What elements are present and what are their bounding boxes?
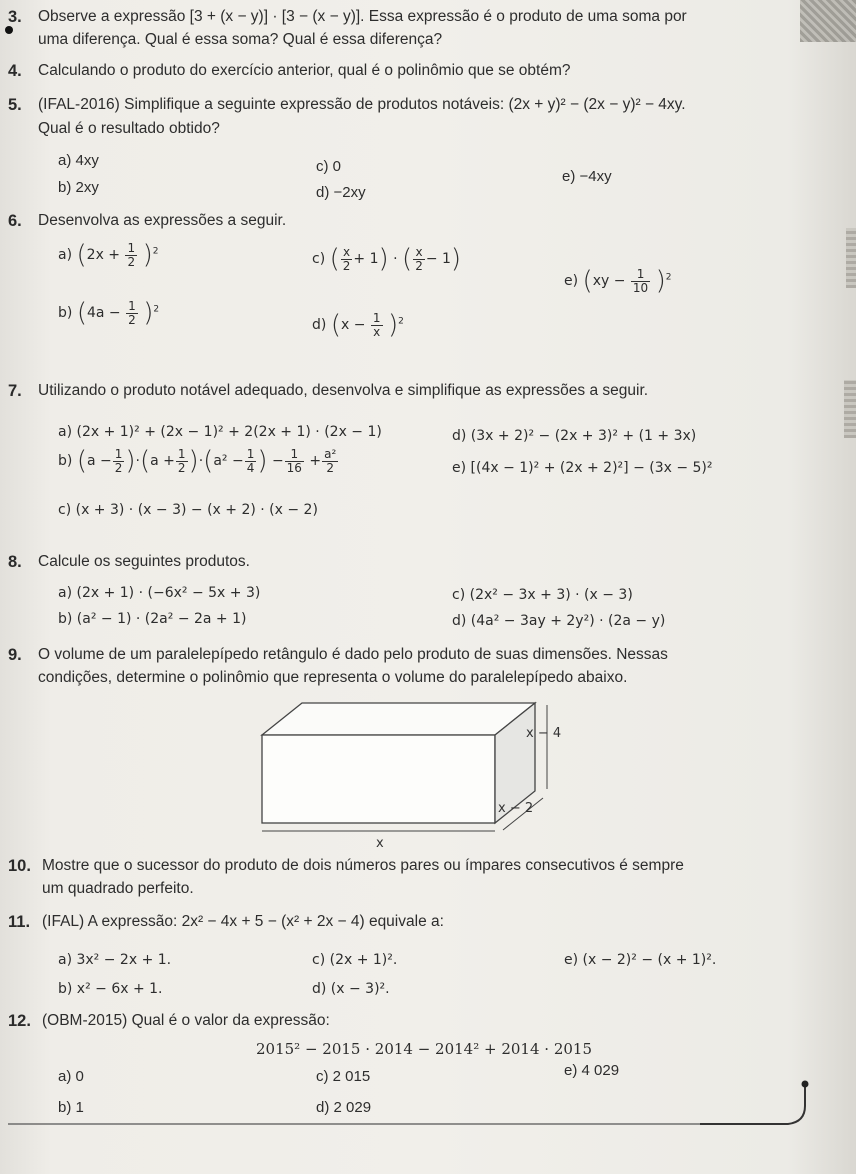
q11-option-e: e) (x − 2)² − (x + 1)². <box>564 952 717 968</box>
width-label: x <box>376 836 384 851</box>
page-bottom-rule <box>0 1120 800 1140</box>
page-decoration <box>846 228 856 288</box>
question-9-number: 9. <box>8 646 22 664</box>
question-10-number: 10. <box>8 857 31 875</box>
page-decoration <box>844 380 856 438</box>
question-4-text: Calculando o produto do exercício anterior, qual é o polinômio que se obtém? <box>38 62 571 79</box>
item-label: c) <box>312 251 326 267</box>
q12-expression: 2015² − 2015 · 2014 − 2014² + 2014 · 2015 <box>256 1040 592 1058</box>
q7-item-a: a) (2x + 1)² + (2x − 1)² + 2(2x + 1) · (2x − 1) <box>58 424 382 440</box>
q6-item-d: d) (x − $\frac{1}{x}$ )$^2$ <box>312 310 404 340</box>
item-label: a) <box>58 247 73 263</box>
question-4-number: 4. <box>8 62 22 80</box>
question-12-number: 12. <box>8 1012 31 1030</box>
question-9-text: O volume de um paralelepípedo retângulo é dado pelo produto de suas dimensões. Nessas <box>38 646 668 663</box>
question-12-text: (OBM-2015) Qual é o valor da expressão: <box>42 1012 330 1029</box>
question-5-number: 5. <box>8 96 22 114</box>
q11-option-d: d) (x − 3)². <box>312 981 390 997</box>
q11-option-a: a) 3x² − 2x + 1. <box>58 952 172 968</box>
q5-option-e: e) −4xy <box>562 168 612 185</box>
question-9-text-line2: condições, determine o polinômio que representa o volume do paralelepípedo abaixo. <box>38 669 628 686</box>
question-8-number: 8. <box>8 553 22 571</box>
q8-item-c: c) (2x² − 3x + 3) · (x − 3) <box>452 587 633 603</box>
q6-item-e: e) (xy − $\frac{1}{10}$ )$^2$ <box>564 266 672 296</box>
q8-item-d: d) (4a² − 3ay + 2y²) · (2a − y) <box>452 613 666 629</box>
q7-item-c: c) (x + 3) · (x − 3) − (x + 2) · (x − 2) <box>58 502 318 518</box>
question-3-text-line2: uma diferença. Qual é essa soma? Qual é essa diferença? <box>38 31 443 48</box>
q7-item-b: b) (a − $\frac{1}{2}$ )·(a + $\frac{1}{2}$ )·(a² − $\frac{1}{4}$ ) − $\frac{1}{16}$ + $\frac{\text{a²}}{2}$ <box>58 446 337 476</box>
bullet-dot <box>5 26 13 34</box>
q11-option-b: b) x² − 6x + 1. <box>58 981 163 997</box>
question-10-text-line2: um quadrado perfeito. <box>42 880 194 897</box>
item-label: e) <box>564 273 579 289</box>
parallelepiped-diagram <box>250 695 580 855</box>
page-decoration <box>800 0 856 42</box>
q6-item-c: c) ( $\frac{x}{2}$ + 1) · ( $\frac{x}{2}$ − 1) <box>312 244 462 274</box>
q12-option-c: c) 2 015 <box>316 1068 371 1085</box>
q7-item-d: d) (3x + 2)² − (2x + 3)² + (1 + 3x) <box>452 428 697 444</box>
q12-option-d: d) 2 029 <box>316 1099 372 1116</box>
q6-item-b: b) (4a − $\frac{1}{2}$ )$^2$ <box>58 298 160 328</box>
question-3-number: 3. <box>8 8 22 26</box>
item-label: b) <box>58 453 73 469</box>
question-7-text: Utilizando o produto notável adequado, desenvolva e simplifique as expressões a seguir. <box>38 382 649 399</box>
q7-item-e: e) [(4x − 1)² + (2x + 2)²] − (3x − 5)² <box>452 460 713 476</box>
q12-option-e: e) 4 029 <box>564 1062 620 1079</box>
q11-option-c: c) (2x + 1)². <box>312 952 398 968</box>
question-10-text: Mostre que o sucessor do produto de dois números pares ou ímpares consecutivos é sempre <box>42 857 684 874</box>
question-6-number: 6. <box>8 212 22 230</box>
box-top-face <box>262 703 535 735</box>
q8-item-a: a) (2x + 1) · (−6x² − 5x + 3) <box>58 585 261 601</box>
box-front-face <box>262 735 495 823</box>
q12-option-b: b) 1 <box>58 1099 84 1116</box>
depth-label: x − 2 <box>498 801 534 816</box>
question-7-number: 7. <box>8 382 22 400</box>
q5-option-d: d) −2xy <box>316 184 366 201</box>
q5-option-b: b) 2xy <box>58 179 99 196</box>
q8-item-b: b) (a² − 1) · (2a² − 2a + 1) <box>58 611 247 627</box>
q12-option-a: a) 0 <box>58 1068 84 1085</box>
q5-option-a: a) 4xy <box>58 152 99 169</box>
question-11-number: 11. <box>8 913 31 931</box>
question-11-text: (IFAL) A expressão: 2x² − 4x + 5 − (x² + 2x − 4) equivale a: <box>42 913 444 930</box>
q5-option-c: c) 0 <box>316 158 342 175</box>
item-label: b) <box>58 305 73 321</box>
question-5-text: (IFAL-2016) Simplifique a seguinte expressão de produtos notáveis: (2x + y)² − (2x − y)² − 4xy. <box>38 96 686 113</box>
question-8-text: Calcule os seguintes produtos. <box>38 553 250 570</box>
question-5-text-line2: Qual é o resultado obtido? <box>38 120 220 137</box>
question-6-text: Desenvolva as expressões a seguir. <box>38 212 287 229</box>
height-label: x − 4 <box>526 726 562 741</box>
q6-item-a: a) (2x + $\frac{1}{2}$ )$^2$ <box>58 240 159 270</box>
item-label: d) <box>312 317 327 333</box>
question-3-text: Observe a expressão [3 + (x − y)] · [3 − (x − y)]. Essa expressão é o produto de uma soma por <box>38 8 687 25</box>
